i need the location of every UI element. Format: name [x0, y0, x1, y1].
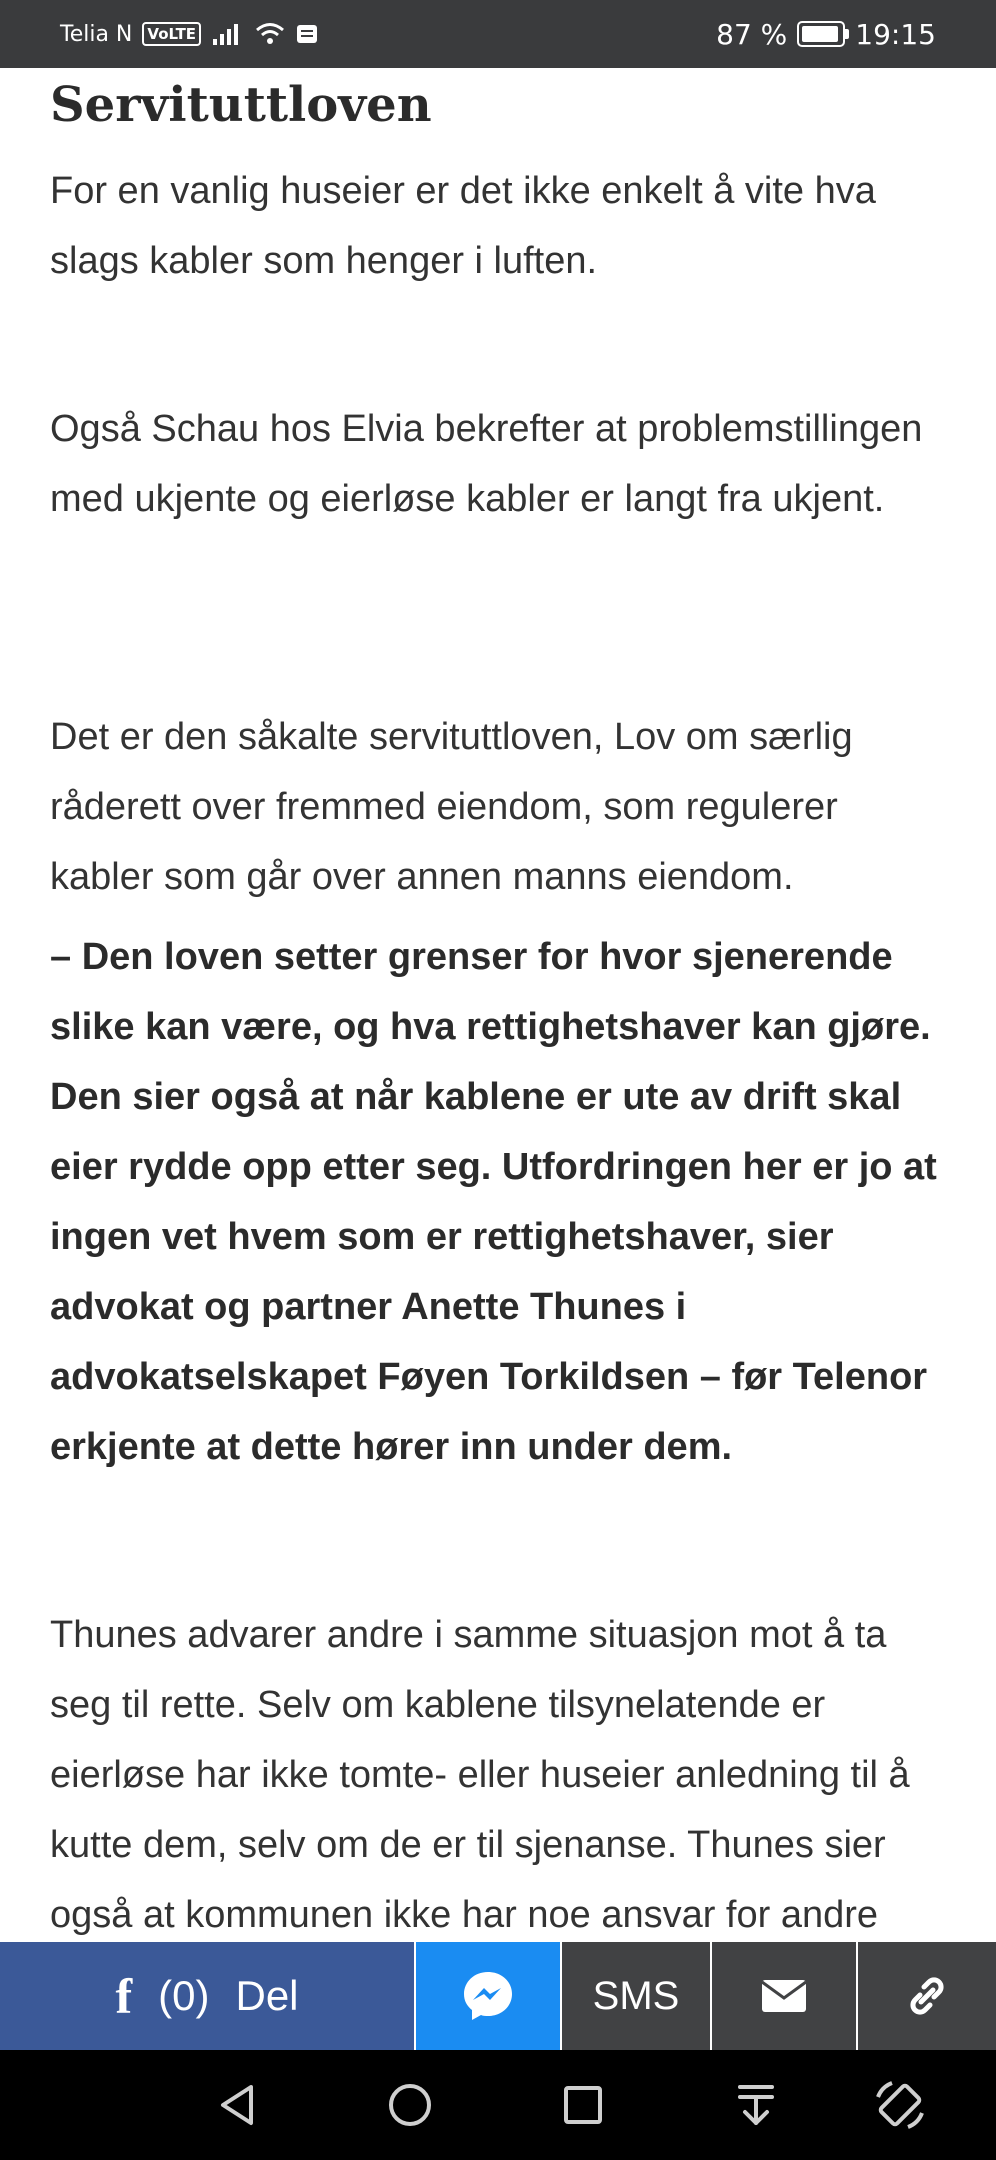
home-button[interactable] [365, 2050, 455, 2160]
sms-label: SMS [592, 1973, 680, 2018]
recents-icon [561, 2083, 605, 2127]
notification-pull-button[interactable] [711, 2050, 801, 2160]
back-icon [215, 2081, 259, 2129]
email-share-button[interactable] [712, 1942, 858, 2050]
section-heading: Servituttloven [50, 77, 432, 133]
article-body [50, 68, 950, 1942]
paragraph-2: Også Schau hos Elvia bekrefter at problemstillingen med ukjente og eierløse kabler er langt fra ukjent. [50, 408, 923, 520]
system-nav-bar [0, 2050, 996, 2160]
signal-icon [211, 21, 245, 47]
facebook-share-count: (0) [158, 1972, 210, 2019]
rotate-button[interactable] [855, 2050, 945, 2160]
battery-icon [797, 21, 845, 47]
carrier-name: Telia N [60, 21, 133, 47]
paragraph-1: For en vanlig huseier er det ikke enkelt å vite hva slags kabler som henger i luften. [50, 170, 876, 282]
wifi-icon [255, 21, 285, 47]
link-icon [904, 1973, 950, 2019]
paragraph-3: Det er den såkalte servituttloven, Lov om særlig råderett over fremmed eiendom, som regulerer kabler som går over annen manns eiendom. [50, 716, 853, 898]
home-icon [386, 2081, 434, 2129]
rotate-icon [872, 2077, 928, 2133]
copy-link-button[interactable] [858, 1942, 996, 2050]
notification-pull-icon [734, 2081, 778, 2129]
mail-icon [760, 1978, 808, 2014]
message-icon [295, 22, 319, 46]
battery-percent: 87 % [716, 17, 788, 51]
paragraph-5: Thunes advarer andre i samme situasjon mot å ta seg til rette. Selv om kablene tilsynelatende er eierløse har ikke tomte- eller huseier anledning til å kutte dem, selv om de er til sjenanse. Thunes sier også at kommunen ikke har noe ansvar for andre [50, 1614, 910, 1936]
sms-share-button[interactable] [562, 1942, 712, 2050]
facebook-share-label: Del [235, 1972, 299, 2019]
back-button[interactable] [192, 2050, 282, 2160]
quote-paragraph: – Den loven setter grenser for hvor sjenerende slike kan være, og hva rettighetshaver kan gjøre. Den sier også at når kablene er ute av drift skal eier rydde opp etter seg. Utfordringen her er jo at ingen vet hvem som er rettighetshaver, sier advokat og partner Anette Thunes i advokatselskapet Føyen Torkildsen – før Telenor erkjente at dette hører inn under dem. [50, 936, 937, 1468]
messenger-icon [460, 1968, 516, 2024]
share-bar [0, 1942, 996, 2050]
recents-button[interactable] [538, 2050, 628, 2160]
clock: 19:15 [855, 17, 936, 51]
status-bar [0, 0, 996, 68]
volte-badge: VoLTE [142, 22, 201, 46]
facebook-share-button[interactable] [0, 1942, 416, 2050]
facebook-icon: f [115, 1968, 133, 2024]
status-right [716, 0, 936, 68]
messenger-share-button[interactable] [416, 1942, 562, 2050]
status-left [60, 0, 319, 68]
